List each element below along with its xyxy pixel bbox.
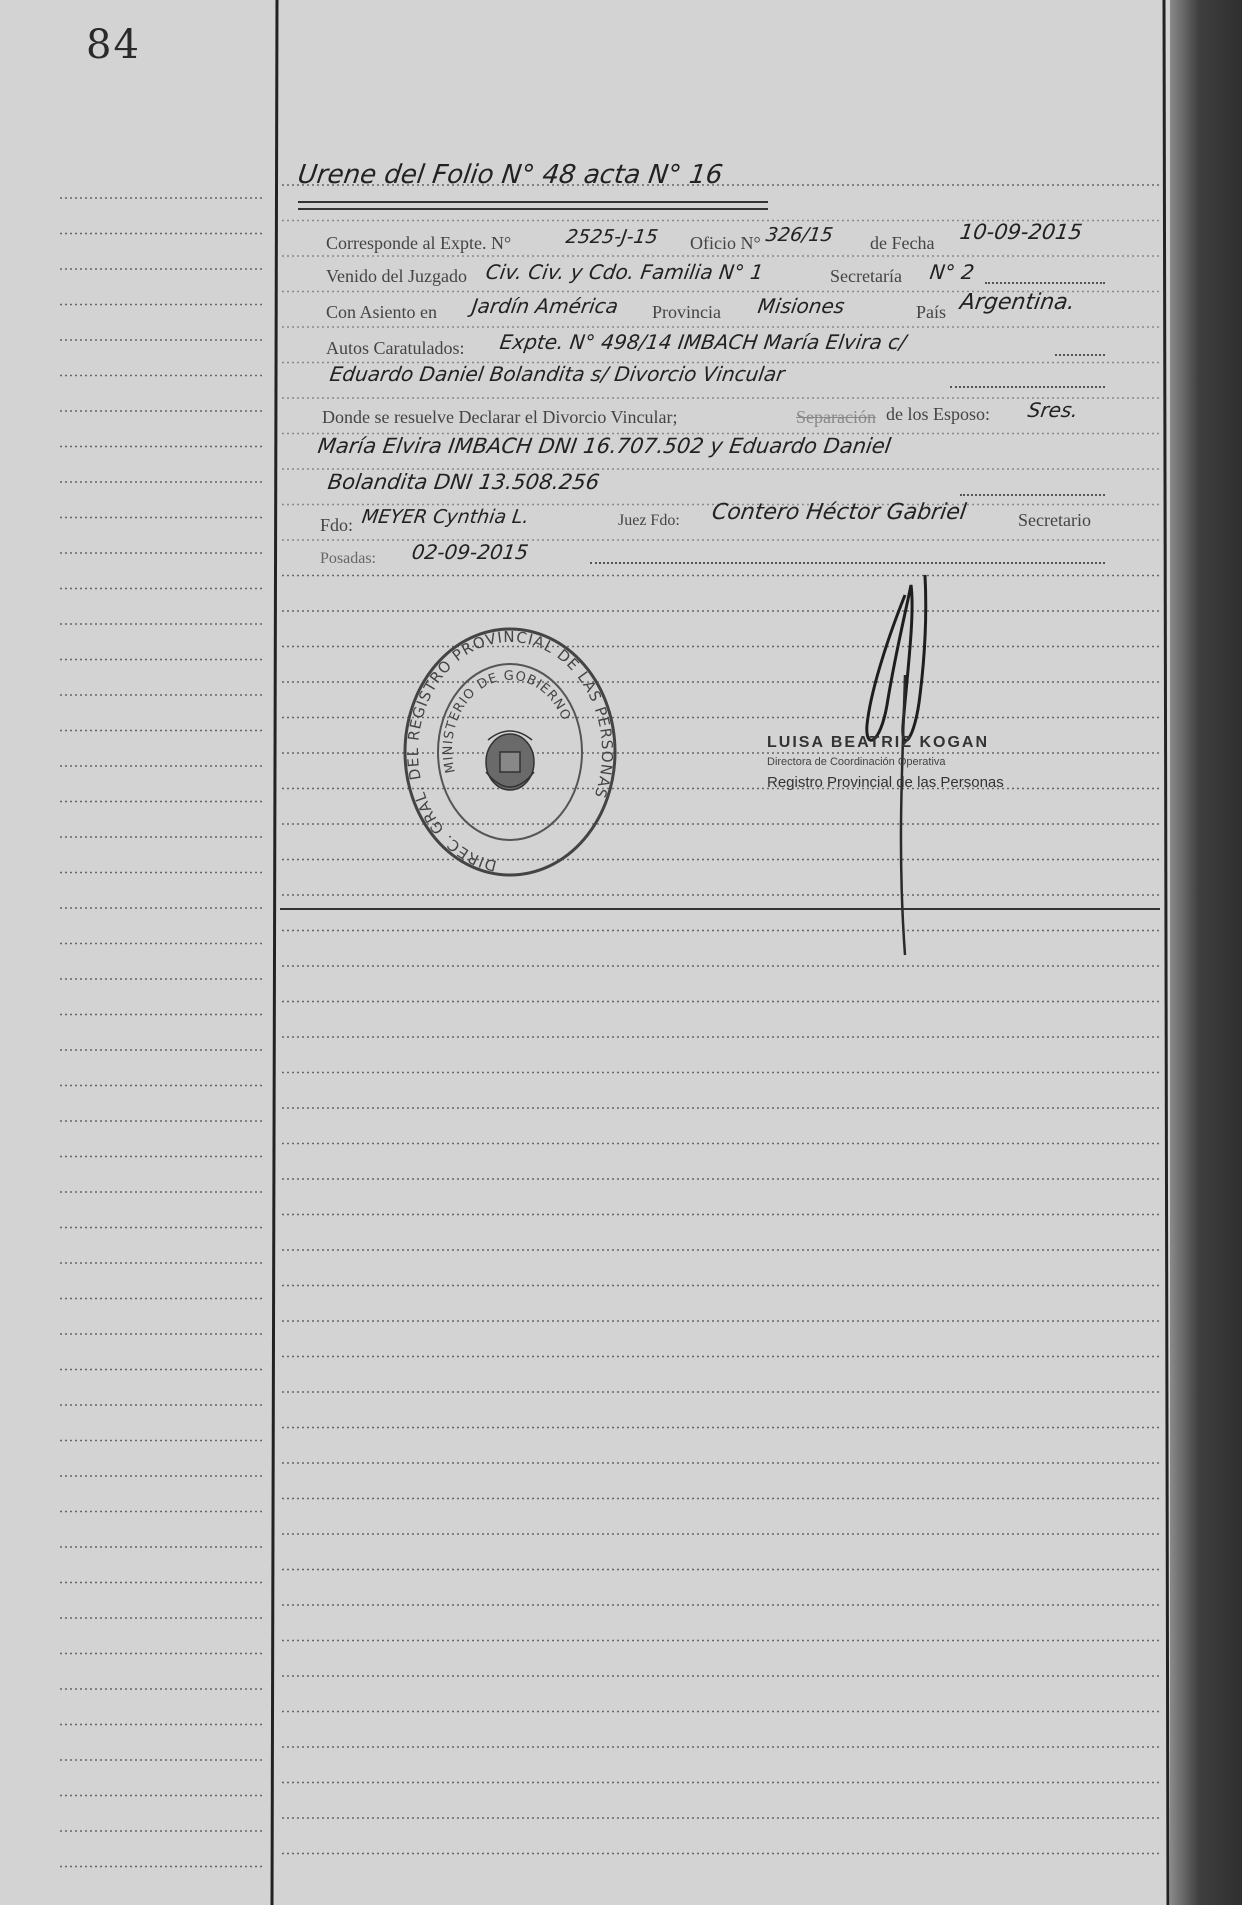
esposos-value-2: María Elvira IMBACH DNI 16.707.502 y Eduardo Daniel xyxy=(316,434,893,458)
signatory-name: LUISA BEATRIZ KOGAN xyxy=(767,734,989,751)
fecha-label: de Fecha xyxy=(870,233,935,253)
header-note: Urene del Folio N° 48 acta N° 16 xyxy=(295,160,725,190)
donde-label: Donde se resuelve Declarar el Divorcio Vincular; xyxy=(322,407,678,427)
venido-label: Venido del Juzgado xyxy=(326,266,467,286)
autos-dots-1 xyxy=(1055,354,1105,356)
secretaria-value: N° 2 xyxy=(928,260,976,284)
header-underline-2 xyxy=(298,208,768,210)
corresponde-label: Corresponde al Expte. N° xyxy=(326,233,512,253)
asiento-value: Jardín América xyxy=(470,294,620,318)
form-end-rule xyxy=(280,908,1160,910)
stamp-inner-text: MINISTERIO DE GOBIERNO xyxy=(440,668,574,775)
esposos-value-3: Bolandita DNI 13.508.256 xyxy=(326,470,601,494)
oficio-label: Oficio N° xyxy=(690,233,761,253)
header-underline xyxy=(298,201,768,203)
autos-value-2: Eduardo Daniel Bolandita s/ Divorcio Vincular xyxy=(328,362,787,386)
stamp-outer-text: DIREC. GRAL. DEL REGISTRO PROVINCIAL DE LAS PERSONAS xyxy=(404,627,617,875)
posadas-value: 02-09-2015 xyxy=(410,540,530,564)
separacion-label: Separación xyxy=(796,407,876,427)
esposos-dots xyxy=(960,494,1105,496)
asiento-label: Con Asiento en xyxy=(326,302,437,322)
expte-value: 2525-J-15 xyxy=(564,226,660,248)
fdo-value: MEYER Cynthia L. xyxy=(360,506,531,528)
provincia-label: Provincia xyxy=(652,302,721,322)
signatory-organization: Registro Provincial de las Personas xyxy=(767,774,1004,791)
posadas-label: Posadas: xyxy=(320,550,376,567)
secretario-label: Secretario xyxy=(1018,510,1091,530)
autos-dots-2 xyxy=(950,386,1105,388)
provincia-value: Misiones xyxy=(756,294,847,318)
right-margin-rule xyxy=(1164,0,1168,1905)
esposos-value-1: Sres. xyxy=(1026,398,1080,422)
secretaria-dots xyxy=(985,282,1105,284)
page-number: 84 xyxy=(86,22,141,68)
autos-label: Autos Caratulados: xyxy=(326,338,465,358)
left-margin-rule xyxy=(272,0,277,1905)
oficio-value: 326/15 xyxy=(764,224,835,246)
juez-label: Juez Fdo: xyxy=(618,512,680,529)
book-spine-edge xyxy=(1170,0,1242,1905)
coat-of-arms-icon xyxy=(486,731,534,790)
pais-value: Argentina. xyxy=(958,290,1077,315)
esposos-label: de los Esposo: xyxy=(886,404,991,424)
autos-value-1: Expte. N° 498/14 IMBACH María Elvira c/ xyxy=(498,330,908,354)
signatory-role: Directora de Coordinación Operativa xyxy=(767,756,946,768)
fdo-label: Fdo: xyxy=(320,515,354,535)
juez-value: Contero Héctor Gabriel xyxy=(710,500,968,525)
pais-label: País xyxy=(916,302,947,322)
official-stamp xyxy=(400,622,620,882)
secretaria-label: Secretaría xyxy=(830,266,902,286)
fecha-value: 10-09-2015 xyxy=(958,220,1084,244)
venido-value: Civ. Civ. y Cdo. Familia N° 1 xyxy=(484,260,765,284)
